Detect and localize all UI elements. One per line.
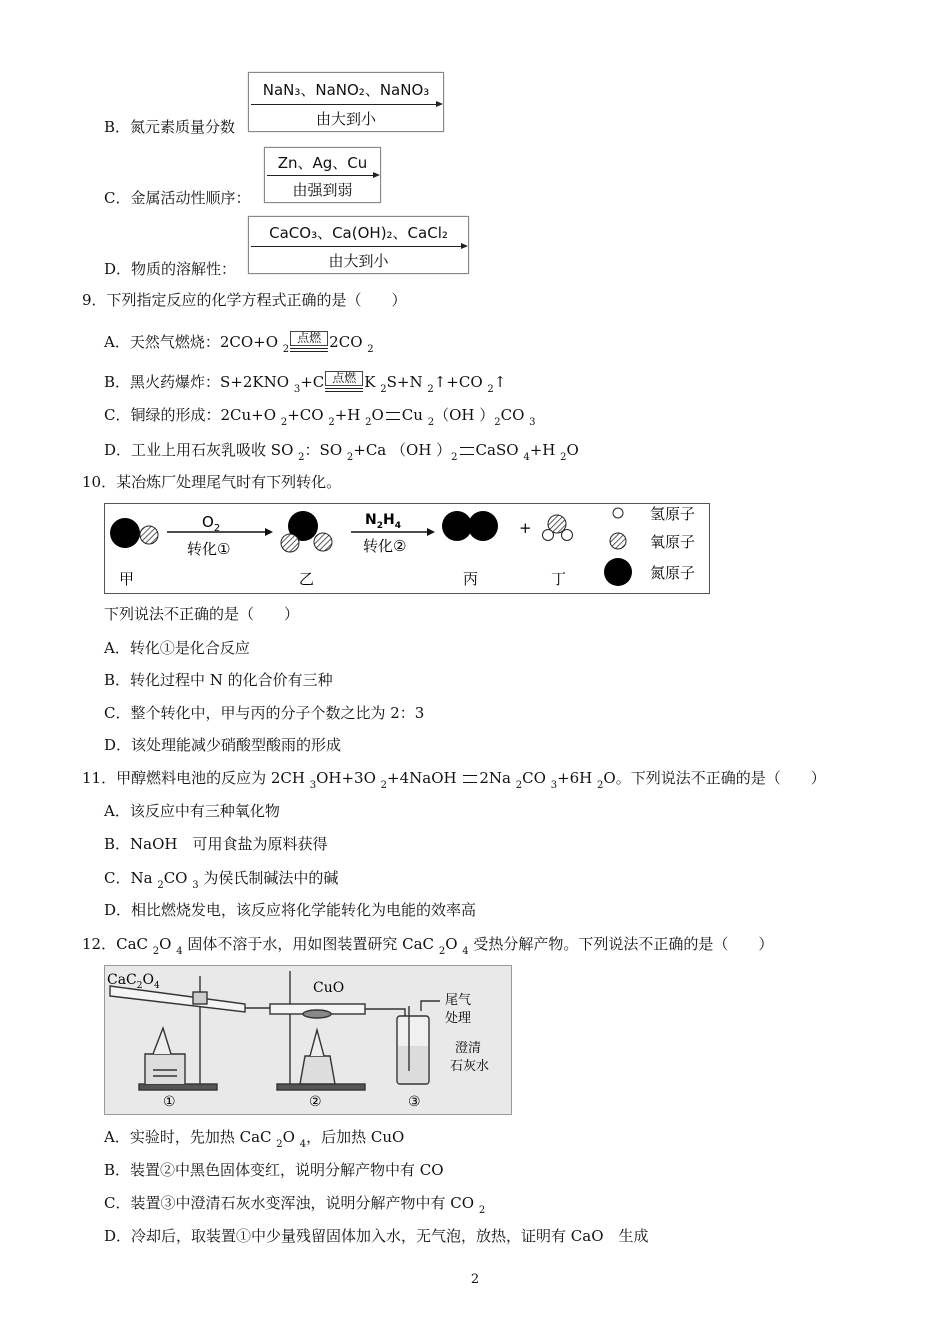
label-limewater-1: 澄清 <box>455 1041 482 1056</box>
molecule-jia <box>110 518 158 548</box>
q8-option-d-figure <box>248 216 469 274</box>
q10-prompt: 下列说法不正确的是（ ） <box>104 605 300 623</box>
q11-stem-pre: 11．甲醇燃料电池的反应为 <box>82 769 271 787</box>
q12-stem-mid: 固体不溶于水，用如图装置研究 CaC <box>182 935 435 953</box>
q10-option-d: D．该处理能减少硝酸型酸雨的形成 <box>104 736 342 754</box>
reaction-condition <box>290 331 328 355</box>
conversion-arrow-2 <box>351 512 435 555</box>
page-number: 2 <box>470 1272 480 1287</box>
q9-b-label: B．黑火药爆炸： <box>104 373 221 391</box>
q9-option-b: B．黑火药爆炸：S+2KNO $_3$+C 点燃 K $_2$S+N $_2$↑+CO $_2$↑ <box>104 371 507 395</box>
q8-option-c-label: C．金属活动性顺序： <box>104 189 251 207</box>
q12-stem: 12．CaC $_2$O $_4$ 固体不溶于水，用如图装置研究 CaC $_2$O $_4$ 受热分解产物。下列说法不正确的是（ ） <box>82 935 774 957</box>
q11-stem-post: 。下列说法不正确的是（ ） <box>615 769 826 787</box>
q12-option-b: B．装置②中黑色固体变红，说明分解产物中有 CO <box>104 1161 444 1179</box>
q12-stem-post: 受热分解产物。下列说法不正确的是（ ） <box>468 935 774 953</box>
q9-c-label: C．铜绿的形成： <box>104 406 221 424</box>
q12-stem-pre: 12．CaC <box>82 935 148 953</box>
q12-a-post: ，后加热 CuO <box>306 1128 405 1146</box>
label-cac2o4: $CaC_2O_4$ <box>107 972 160 991</box>
q12-apparatus-svg <box>105 966 511 1114</box>
q8-d-top: CaCO₃、Ca(OH)₂、CaCl₂ <box>269 224 448 242</box>
label-limewater-2: 石灰水 <box>450 1059 490 1074</box>
q9-stem: 9．下列指定反应的化学方程式正确的是（ ） <box>82 291 407 309</box>
plus-sign: + <box>519 519 532 537</box>
label-unit-3: ③ <box>408 1094 421 1110</box>
q11-option-c: C．Na $_2$CO $_3$ 为侯氏制碱法中的碱 <box>104 869 339 891</box>
reaction-condition <box>325 371 363 395</box>
atom-legend <box>604 505 695 586</box>
reagent-n2h4: $N_2H_4$ <box>365 512 401 531</box>
label-cuo: CuO <box>313 980 345 996</box>
condition-text: 点燃 <box>325 371 363 386</box>
q8-option-b-label: B．氮元素质量分数 <box>104 118 236 136</box>
q10-option-a: A．转化①是化合反应 <box>104 639 250 657</box>
label-unit-1: ① <box>163 1094 176 1110</box>
label-yi: 乙 <box>299 570 315 588</box>
label-unit-2: ② <box>309 1094 322 1110</box>
q10-figure-svg <box>105 504 709 593</box>
q9-option-c: C．铜绿的形成：2Cu+O $_2$+CO $_2$+H $_2$O Cu $_2$（OH ）$_2CO$ $_3$ <box>104 406 536 428</box>
arrow-icon <box>267 175 378 176</box>
q11-c-pre: C．Na <box>104 869 153 887</box>
condition-text: 点燃 <box>290 331 328 346</box>
label-tail-gas-1: 尾气 <box>445 993 472 1008</box>
q12-option-c: C．装置③中澄清石灰水变浑浊，说明分解产物中有 CO $_2$ <box>104 1194 486 1216</box>
label-tail-gas-2: 处理 <box>445 1011 472 1026</box>
step-1-label: 转化① <box>187 540 231 558</box>
q10-conversion-figure <box>104 503 710 594</box>
q9-option-d: D．工业上用石灰乳吸收 SO $_2$：SO $_2$+Ca （OH ）$_2$ CaSO $_4$+H $_2$O <box>104 441 579 463</box>
arrow-icon <box>251 246 466 247</box>
label-bing: 丙 <box>463 570 479 588</box>
reagent-o2: $O_2$ <box>202 513 221 534</box>
legend-oxygen: 氧原子 <box>650 533 696 551</box>
molecule-yi <box>281 511 332 552</box>
legend-nitrogen: 氮原子 <box>650 564 696 582</box>
q10-option-b: B．转化过程中 N 的化合价有三种 <box>104 671 333 689</box>
q11-option-b: B．NaOH 可用食盐为原料获得 <box>104 835 328 853</box>
q10-option-c: C．整个转化中，甲与丙的分子个数之比为 2：3 <box>104 704 425 722</box>
q9-d-label: D．工业上用石灰乳吸收 SO <box>104 441 294 459</box>
q11-option-d: D．相比燃烧发电，该反应将化学能转化为电能的效率高 <box>104 901 477 919</box>
label-jia: 甲 <box>119 570 135 588</box>
q8-option-c-figure <box>264 147 381 203</box>
q11-option-a: A．该反应中有三种氧化物 <box>104 802 280 820</box>
q8-c-bottom: 由强到弱 <box>292 181 353 199</box>
q12-a-pre: A．实验时，先加热 CaC <box>104 1128 272 1146</box>
q8-c-top: Zn、Ag、Cu <box>277 154 368 172</box>
molecule-ding <box>543 515 573 541</box>
q12-option-d: D．冷却后，取装置①中少量残留固体加入水，无气泡，放热，证明有 CaO 生成 <box>104 1227 649 1245</box>
q12-c-pre: C．装置③中澄清石灰水变浑浊，说明分解产物中有 CO <box>104 1194 475 1212</box>
q9-option-a: A．天然气燃烧：2CO+O $_2$ 点燃 2CO $_2$ <box>104 331 374 355</box>
q12-option-a: A．实验时，先加热 CaC $_2$O $_4$，后加热 CuO <box>104 1128 405 1150</box>
q11-c-post: 为侯氏制碱法中的碱 <box>198 869 339 887</box>
label-ding: 丁 <box>551 570 567 588</box>
step-2-label: 转化② <box>363 537 407 555</box>
q10-stem: 10．某冶炼厂处理尾气时有下列转化。 <box>82 473 342 491</box>
q8-d-bottom: 由大到小 <box>328 252 389 270</box>
q8-b-top: NaN₃、NaNO₂、NaNO₃ <box>262 81 430 99</box>
q9-d-colon: ： <box>304 441 320 459</box>
q12-apparatus-figure <box>104 965 512 1115</box>
q8-option-b-figure <box>248 72 444 132</box>
q9-a-label: A．天然气燃烧： <box>104 333 220 351</box>
q8-option-d-label: D．物质的溶解性： <box>104 260 237 278</box>
molecule-bing <box>442 511 498 541</box>
legend-hydrogen: 氢原子 <box>650 505 696 523</box>
arrow-icon <box>251 104 441 105</box>
conversion-arrow-1 <box>167 513 273 558</box>
q8-b-bottom: 由大到小 <box>315 110 376 128</box>
q11-stem: 11．甲醇燃料电池的反应为 2CH $_3$OH+3O $_2$+4NaOH 2Na $_2$CO $_3$+6H $_2$O。下列说法不正确的是（ ） <box>82 769 826 791</box>
